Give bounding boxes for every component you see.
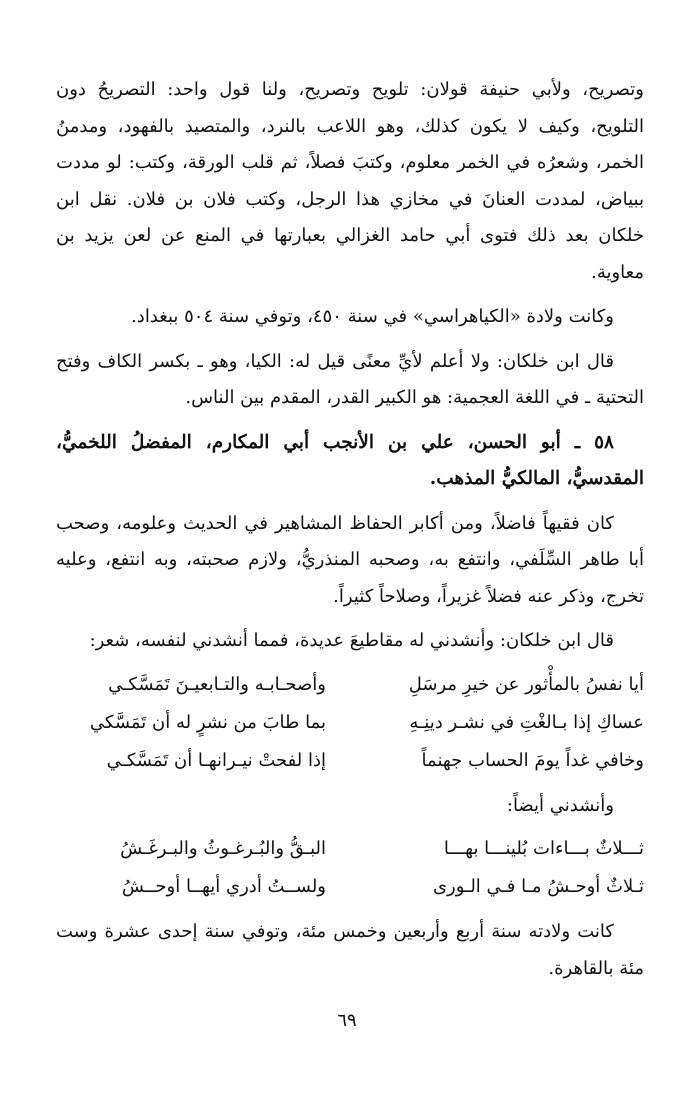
paragraph-4: كان فقيهاً فاضلاً، ومن أكابر الحفاظ المشاهير في الحديث وعلومه، وصحب أبا طاهر السِّلَفي، وانتفع به، وصحبه المنذريُّ، ولازم صحبته، وبه انتفع، وعليه تخرج، وذكر عنه فضلاً غزيراً، وصلاحاً كثيراً. xyxy=(56,512,645,607)
paragraph-5: قال ابن خلكان: وأنشدني له مقاطيعَ عديدة، فمما أنشدني لنفسه، شعر: xyxy=(89,630,614,651)
paragraph-2: وكانت ولادة «الكياهراسي» في سنة ٤٥٠، وتوفي سنة ٥٠٤ ببغداد. xyxy=(131,306,614,327)
poem-2 xyxy=(56,830,644,906)
paragraph-3: قال ابن خلكان: ولا أعلم لأيِّ معنًى قيل له: الكيا، وهو ـ بكسر الكاف وفتح التحتية ـ في اللغة العجمية: هو الكبير القدر، المقدم بين الناس. xyxy=(56,350,644,408)
verse-first-hemistich: وخافي غداً يومَ الحساب جهنماً xyxy=(421,749,644,771)
verse-first-hemistich: ثـلاثٌ أوحـشُ مـا فـي الـورى xyxy=(432,876,644,897)
verse-second-hemistich: وأصحـابـه والتـابعيـنَ تَمَسَّكـي xyxy=(108,673,326,695)
verse-second-hemistich: البـقُّ والبُـرغـوثُ والبـرغَـشُ xyxy=(120,838,326,859)
entry-heading: ٥٨ ـ أبو الحسن، علي بن الأنجب أبي المكارم، المفضلُ اللخميُّ، المقدسيُّ، المالكيُّ المذهب. xyxy=(56,431,644,489)
poem-1 xyxy=(56,666,644,780)
verse-first-hemistich: عساكِ إذا بـالغْتِ في نشـر دينِـهِ xyxy=(409,711,644,733)
paragraph-7: كانت ولادته سنة أربع وأربعين وخمس مئة، وتوفي سنة إحدى عشرة وست مئة بالقاهرة. xyxy=(56,921,644,979)
poem-verse xyxy=(56,666,644,704)
paragraph-6: وأنشدني أيضاً: xyxy=(506,794,614,816)
verse-first-hemistich: أيا نفسُ بالمأْثور عن خيرِ مرسَلِ xyxy=(408,673,644,695)
poem-verse xyxy=(56,742,644,780)
verse-second-hemistich: ولســتُ أدري أيهــا أوحــشُ xyxy=(121,876,326,897)
verse-second-hemistich: بما طابَ من نشرٍ له أن تَمَسَّكي xyxy=(89,711,326,733)
poem-verse xyxy=(56,704,644,742)
verse-first-hemistich: ثـــلاثٌ بـــاءات بُلينـــا بهـــا xyxy=(443,838,644,859)
poem-verse xyxy=(56,830,644,868)
paragraph-1: وتصريح، ولأبي حنيفة قولان: تلويح وتصريح، ولنا قول واحد: التصريحُ دون التلويح، وكيف لا يكون كذلك، وهو اللاعب بالنرد، والمتصيد بالفهود، ومدمنُ الخمر، وشعرُه في الخمر معلوم، وكتبَ فصلاً، ثم قلب الورقة، وكتب: لو مددت ببياض، لمددت العنانَ في مخازي هذا الرجل، وكتب فلان بن فلان. نقل ابن خلكان بعد ذلك فتوى أبي حامد الغزالي بعبارتها في المنع عن لعن يزيد بن معاوية. xyxy=(56,79,644,283)
verse-second-hemistich: إذا لفحتْ نيـرانهـا أن تَمَسَّكـي xyxy=(106,749,326,771)
page-number: ٦٩ xyxy=(337,1010,357,1031)
poem-verse xyxy=(56,868,644,906)
